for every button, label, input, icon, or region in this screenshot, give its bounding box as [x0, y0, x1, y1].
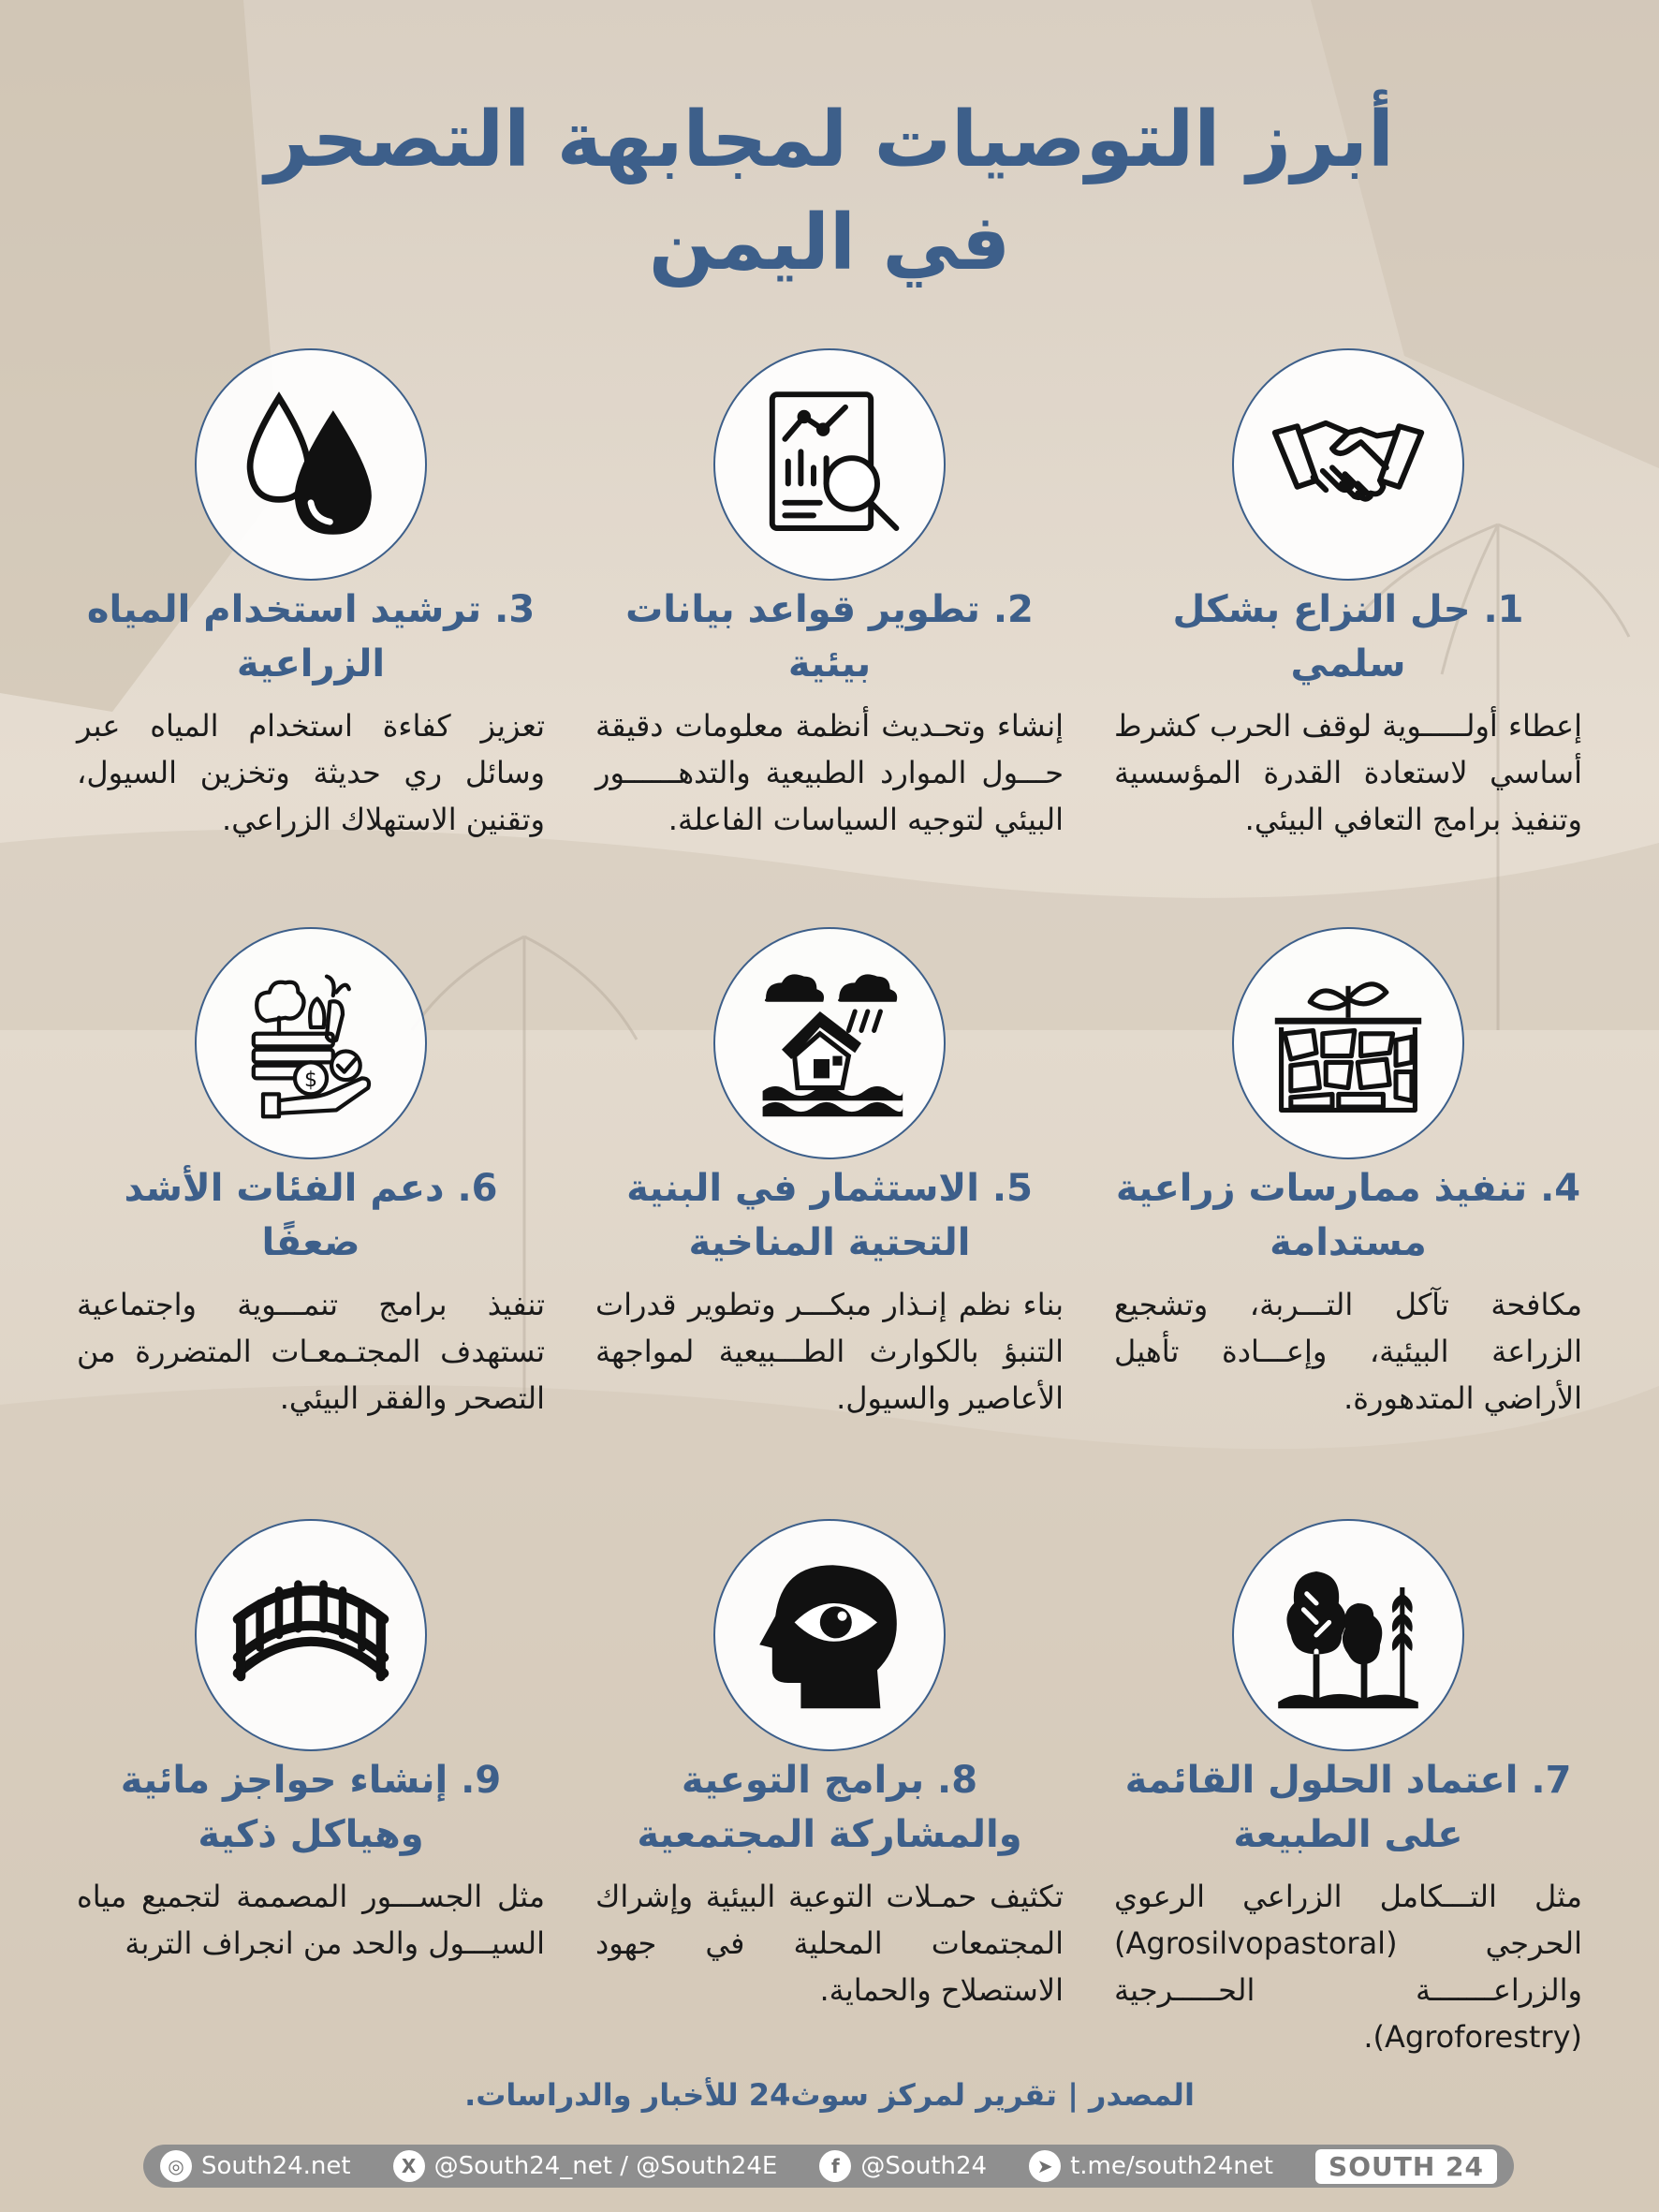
card-body: بناء نظم إنـذار مبكـــر وتطوير قدرات التنبؤ بالكوارث الطـــبيعية لمواجهة الأعاصير والسيول. — [595, 1287, 1064, 1416]
footer-website[interactable] — [160, 2150, 351, 2182]
card-title: 3. ترشيد استخدام المياه الزراعية — [86, 588, 536, 686]
card-body: تكثيف حمـلات التوعية البيئية وإشراك المجتمعات المحلية في جهود الاستصلاح والحماية. — [595, 1879, 1064, 2008]
globe-icon: ◎ — [160, 2150, 192, 2182]
recommendation-card-1 — [1114, 348, 1582, 910]
facebook-icon: f — [819, 2150, 851, 2182]
card-body: تعزيز كفاءة استخدام المياه عبر وسائل ري حديثة وتخزين السيول، وتقنين الاستهلاك الزراعي. — [77, 708, 545, 837]
footer-x-text: @South24_net / @South24E — [433, 2152, 778, 2180]
footer-x[interactable] — [393, 2150, 778, 2182]
card-title: 9. إنشاء حواجز مائية وهياكل ذكية — [120, 1759, 502, 1856]
card-icon-circle — [713, 1519, 946, 1751]
produce-money-hand-icon — [231, 964, 390, 1123]
x-icon: X — [393, 2150, 425, 2182]
data-report-magnifier-icon — [750, 385, 909, 544]
footer-bar — [143, 2145, 1514, 2188]
brand-logo: SOUTH 24 — [1315, 2149, 1497, 2184]
head-eye-awareness-icon — [750, 1556, 909, 1715]
card-icon-circle — [195, 1519, 427, 1751]
svg-text:$: $ — [303, 1067, 318, 1092]
telegram-icon: ➤ — [1029, 2150, 1061, 2182]
card-body: مكافحة تآكل التـــربة، وتشجيع الزراعة البيئية، وإعـــادة تأهيل الأراضي المتدهورة. — [1114, 1287, 1582, 1416]
recommendation-card-2 — [595, 348, 1064, 910]
card-body: إنشاء وتحـديث أنظمة معلومات دقيقة حـــول الموارد الطبيعية والتدهــــــور البيئي لتوجيه السياسات الفاعلة. — [595, 708, 1064, 837]
footer-facebook-text: @South24 — [860, 2152, 988, 2180]
card-title: 1. حل النزاع بشكل سلمي — [1172, 588, 1524, 686]
footer-facebook[interactable] — [819, 2150, 987, 2182]
source-note: المصدر | تقرير لمركز سوث24 للأخبار والدراسات. — [464, 2077, 1195, 2113]
page-title-line1: أبرز التوصيات لمجابهة التصحر — [264, 96, 1395, 184]
footer-telegram[interactable] — [1029, 2150, 1273, 2182]
recommendation-card-3 — [77, 348, 545, 910]
card-title: 6. دعم الفئات الأشد ضعفًا — [124, 1167, 498, 1264]
card-title: 5. الاستثمار في البنية التحتية المناخية — [626, 1167, 1033, 1264]
card-icon-circle — [195, 927, 427, 1159]
card-title: 7. اعتماد الحلول القائمة على الطبيعة — [1124, 1759, 1572, 1856]
card-title: 8. برامج التوعية والمشاركة المجتمعية — [637, 1759, 1022, 1856]
footer-telegram-text: t.me/south24net — [1070, 2152, 1273, 2180]
card-icon-circle — [713, 927, 946, 1159]
card-title: 4. تنفيذ ممارسات زراعية مستدامة — [1115, 1167, 1581, 1264]
card-icon-circle — [1232, 348, 1464, 581]
recommendation-card-6 — [77, 927, 545, 1489]
recommendation-card-8 — [595, 1519, 1064, 2081]
trees-wheat-icon — [1269, 1556, 1428, 1715]
recommendation-card-7 — [1114, 1519, 1582, 2081]
card-icon-circle — [1232, 927, 1464, 1159]
card-body: مثل الجســـور المصممة لتجميع مياه السيـــول والحد من انجراف التربة — [77, 1879, 545, 1961]
card-body: مثل التـــكامل الزراعي الرعوي الحرجي (Agrosilvopastoral) والزراعـــــــة الحـــــرجية (Agroforestry). — [1114, 1879, 1582, 2055]
card-body: إعطاء أولـــــوية لوقف الحرب كشرط أساسي لاستعادة القدرة المؤسسية وتنفيذ برامج التعافي البيئي. — [1114, 708, 1582, 837]
handshake-icon — [1269, 385, 1428, 544]
card-title: 2. تطوير قواعد بيانات بيئية — [625, 588, 1034, 686]
sprout-cracked-soil-icon — [1269, 964, 1428, 1123]
flooded-house-storm-icon — [750, 964, 909, 1123]
recommendation-card-4 — [1114, 927, 1582, 1489]
card-icon-circle — [713, 348, 946, 581]
recommendation-card-5 — [595, 927, 1064, 1489]
card-body: تنفيذ برامج تنمـــوية واجتماعية تستهدف المجتـمعـات المتضررة من التصحر والفقر البيئي. — [77, 1287, 545, 1416]
page-title-line2: في اليمن — [648, 199, 1011, 288]
card-icon-circle — [1232, 1519, 1464, 1751]
footer-website-text: South24.net — [201, 2152, 351, 2180]
water-drops-icon — [231, 385, 390, 544]
bridge-icon — [231, 1556, 390, 1715]
recommendation-card-9 — [77, 1519, 545, 2081]
card-icon-circle — [195, 348, 427, 581]
